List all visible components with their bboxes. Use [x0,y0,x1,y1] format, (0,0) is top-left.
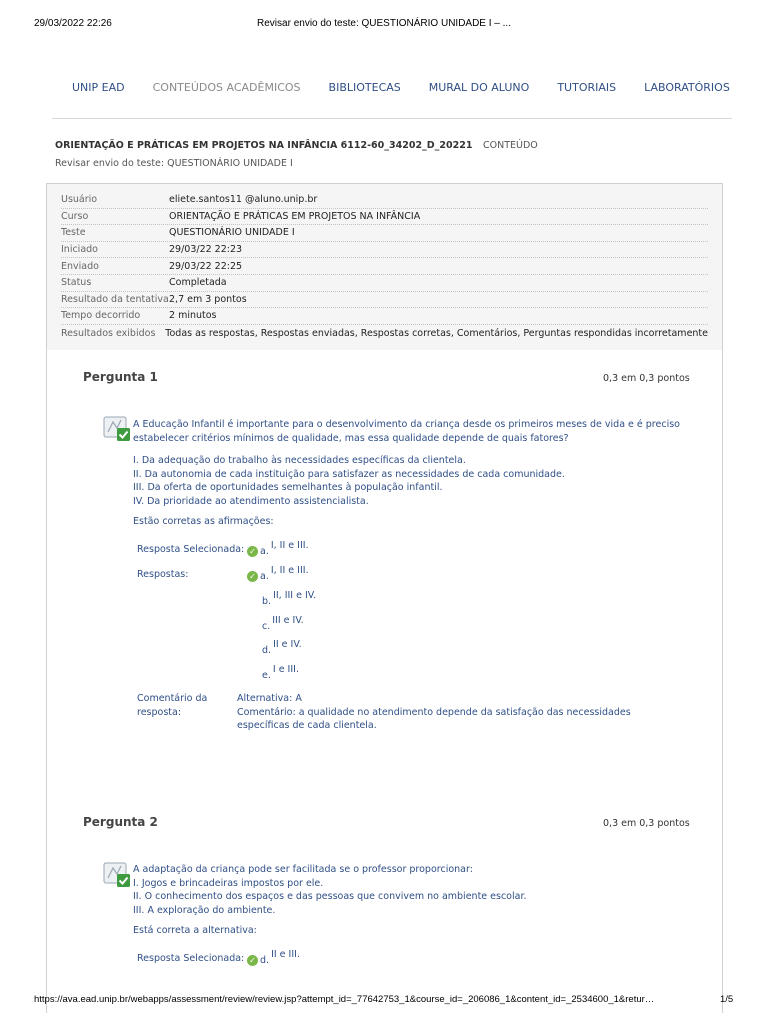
nav-divider [52,118,732,119]
question-title: Pergunta 2 [83,815,158,829]
comment-label: Comentário da resposta: [137,693,208,718]
breadcrumb: Revisar envio do teste: QUESTIONÁRIO UNIDADE I [55,158,293,169]
statement: III. Da oferta de oportunidades semelhantes à população infantil. [133,482,443,493]
check-icon: ✓ [247,546,258,557]
answer-text: I, II e III. [270,540,309,551]
summary-row [61,225,708,242]
correct-answer-icon [103,416,131,442]
answer-option [262,639,302,656]
summary-value: QUESTIONÁRIO UNIDADE I [169,227,295,239]
question-text [133,418,693,445]
answer-text: I, II e III. [270,565,309,576]
answer-text: II e IV. [273,639,302,650]
comment-text [237,692,657,733]
attempt-summary [47,184,722,350]
question-text-line: A adaptação da criança pode ser facilitada se o professor proporcionar: [133,864,473,875]
question-text-line: I. Jogos e brincadeiras impostos por ele. [133,877,324,889]
statement: IV. Da prioridade ao atendimento assistencialista. [133,495,369,507]
nav-tutoriais[interactable]: TUTORIAIS [557,81,617,94]
summary-row [61,292,708,309]
summary-row [61,275,708,292]
question-points: 0,3 em 0,3 pontos [603,373,690,384]
summary-value: 2 minutos [169,310,217,322]
correct-answer-icon [103,862,131,888]
summary-value: Completada [169,277,227,289]
statement: II. Da autonomia de cada instituição para satisfazer as necessidades de cada comunidade. [133,468,565,480]
print-title: Revisar envio do teste: QUESTIONÁRIO UNIDADE I – ... [257,18,511,29]
print-footer [0,994,768,1008]
summary-row [61,308,708,325]
nav-conteudos-academicos[interactable]: CONTEÚDOS ACADÊMICOS [152,81,301,94]
answer-option [247,565,309,582]
top-navigation [58,81,732,101]
answer-option [262,615,304,632]
summary-key: Teste [61,227,86,239]
summary-key: Status [61,277,92,289]
summary-value: ORIENTAÇÃO E PRÁTICAS EM PROJETOS NA INFÂNCIA [169,210,421,222]
summary-value: 29/03/22 22:25 [169,260,243,272]
course-content-link[interactable]: CONTEÚDO [483,140,538,151]
answer-option [262,664,299,681]
summary-value: 2,7 em 3 pontos [169,293,247,305]
selected-answer-label: Resposta Selecionada: [137,953,245,964]
selected-answer [247,540,309,557]
print-datetime: 29/03/2022 22:26 [34,18,112,29]
page-number: 1/5 [720,994,734,1005]
summary-row [61,209,708,226]
answer-text: III e IV. [272,615,304,626]
question-text-line: A Educação Infantil é importante para o desenvolvimento da criança desde os primeiros meses de vida e é preciso [133,419,680,430]
nav-laboratorios[interactable]: LABORATÓRIOS [644,81,730,94]
comment-line: Alternativa: A [237,693,302,704]
summary-key: Enviado [61,260,99,272]
question-text [133,863,693,917]
answers-label: Respostas: [137,569,189,580]
check-icon: ✓ [247,571,258,582]
answer-letter: d. [260,955,270,966]
course-title[interactable]: ORIENTAÇÃO E PRÁTICAS EM PROJETOS NA INFÂNCIA 6112-60_34202_D_20221 [55,140,473,151]
nav-unip-ead[interactable]: UNIP EAD [72,81,125,94]
question-text-line: II. O conhecimento dos espaços e das pessoas que convivem no ambiente escolar. [133,891,527,902]
answer-text: I e III. [272,664,299,675]
nav-bibliotecas[interactable]: BIBLIOTECAS [328,81,401,94]
summary-row [61,258,708,275]
page-url: https://ava.ead.unip.br/webapps/assessment/review/review.jsp?attempt_id=_77642753_1&course_id=_206086_1&content_id=_2534600_1&retur… [34,994,655,1005]
summary-key: Usuário [61,194,98,206]
summary-key: Tempo decorrido [61,310,141,322]
question-prompt: Está correta a alternativa: [133,925,257,936]
summary-row [61,192,708,209]
answer-letter: d. [262,645,272,656]
question-text-line: estabelecer critérios mínimos de qualidade, mas essa qualidade depende de quais fatores? [133,432,569,444]
answer-letter: c. [262,621,271,632]
summary-key: Resultados exibidos [61,327,156,339]
answer-letter: e. [262,670,271,681]
answer-letter: b. [262,596,272,607]
selected-answer-label: Resposta Selecionada: [137,544,245,555]
question-title: Pergunta 1 [83,370,158,384]
summary-key: Curso [61,210,89,222]
check-icon: ✓ [247,955,258,966]
nav-mural-do-aluno[interactable]: MURAL DO ALUNO [428,81,530,94]
comment-line: Comentário: a qualidade no atendimento depende da satisfação das necessidades específicas de cada clientela. [237,706,631,731]
summary-key: Resultado da tentativa [61,293,169,305]
summary-value: Todas as respostas, Respostas enviadas, Respostas corretas, Comentários, Perguntas respondidas incorretamente [165,327,708,339]
answer-option [262,590,317,607]
review-panel [46,183,723,1013]
statement: I. Da adequação do trabalho às necessidades específicas da clientela. [133,455,466,466]
selected-answer [247,949,300,966]
answer-text: II e III. [271,949,300,960]
summary-value: 29/03/22 22:23 [169,244,243,256]
print-header [0,18,768,32]
summary-row [61,242,708,259]
summary-value: eliete.santos11 @aluno.unip.br [169,194,318,206]
question-prompt: Estão corretas as afirmações: [133,516,274,527]
summary-row [61,325,708,342]
answer-text: II, III e IV. [273,590,317,601]
answer-letter: a. [260,571,269,582]
question-points: 0,3 em 0,3 pontos [603,818,690,829]
summary-key: Iniciado [61,244,98,256]
question-statements [133,454,693,508]
question-text-line: III. A exploração do ambiente. [133,904,276,916]
answer-letter: a. [260,546,269,557]
